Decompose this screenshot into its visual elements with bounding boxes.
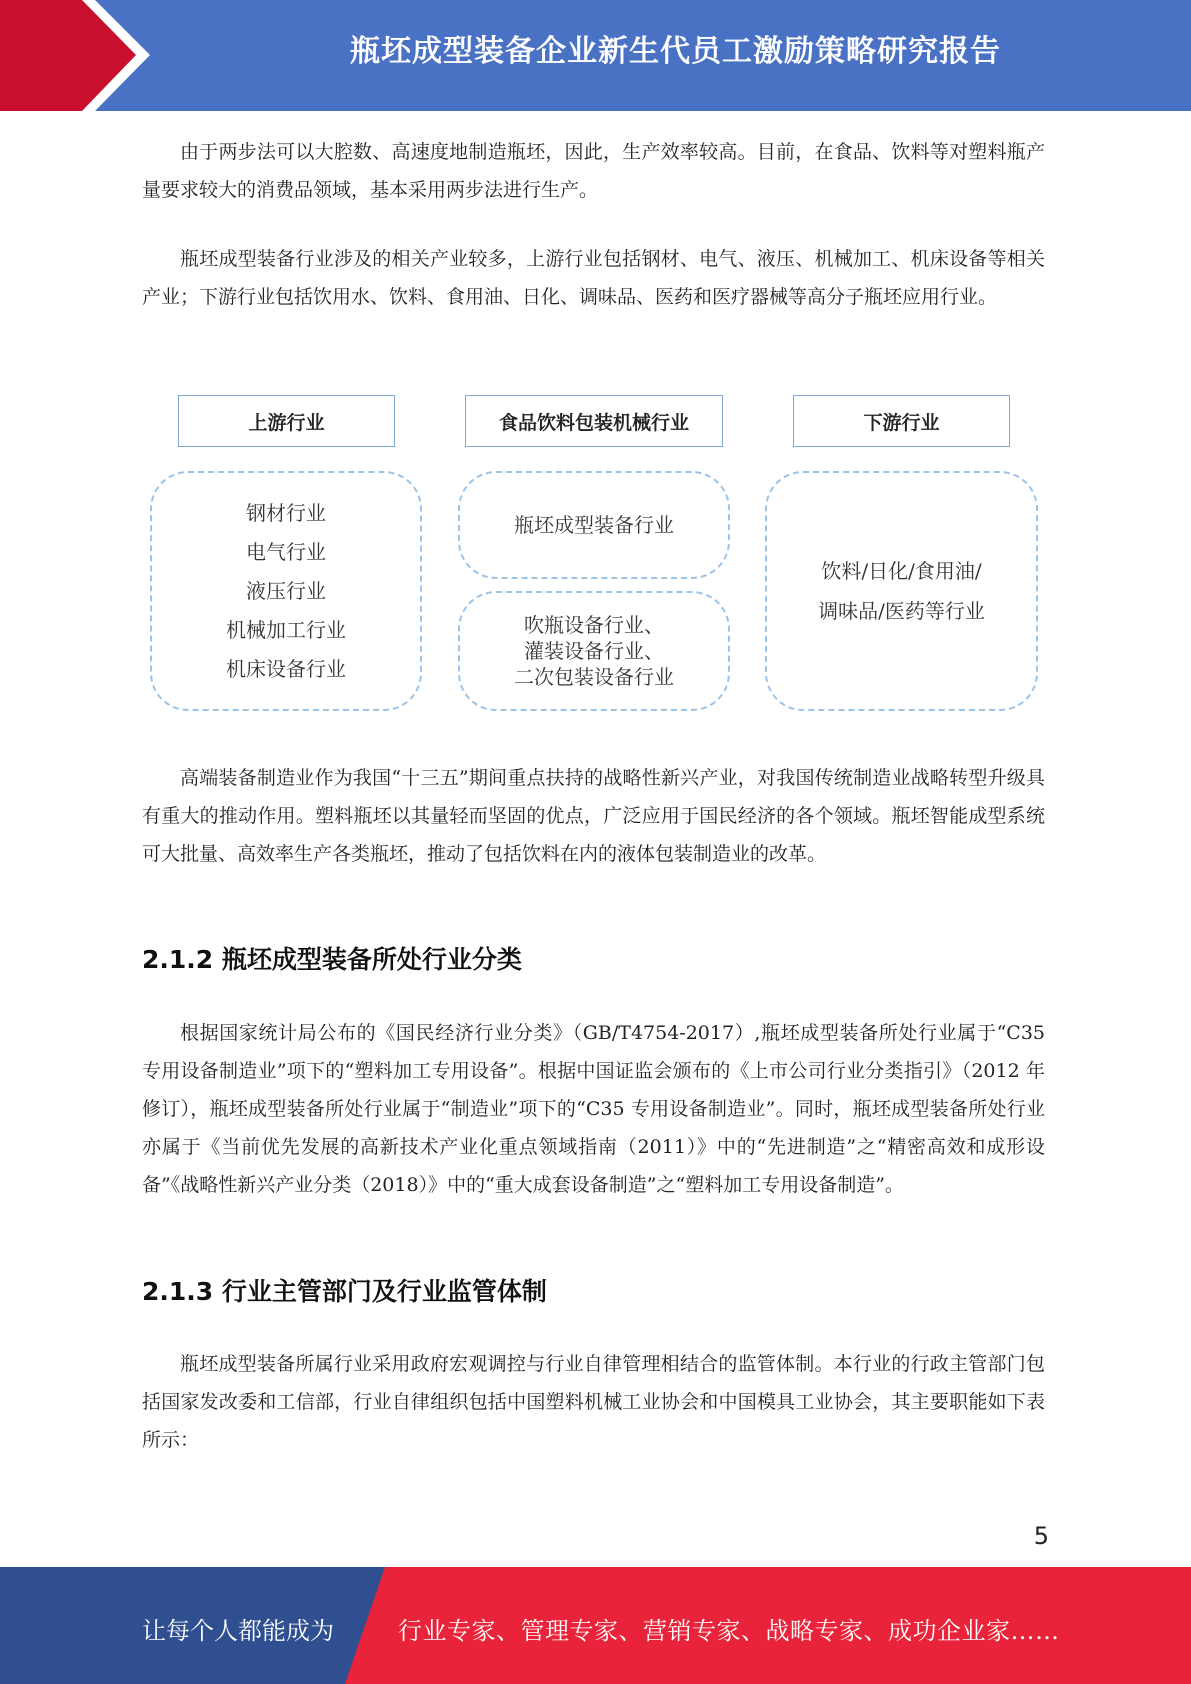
upstream-item: 钢材行业 [246,500,326,525]
page-header [0,0,1191,111]
upstream-items-box [150,471,422,711]
footer-slogan-right: 行业专家、管理专家、营销专家、战略专家、成功企业家…… [398,1617,1060,1645]
page-footer [0,1567,1191,1684]
footer-slogan-left: 让每个人都能成为 [142,1617,334,1645]
middle-bottom-box [458,591,730,711]
middle-bottom-item: 吹瓶设备行业、 [524,613,664,637]
upstream-item: 液压行业 [246,578,326,603]
paragraph-high-end-equipment: 高端装备制造业作为我国“十三五”期间重点扶持的战略性新兴产业，对我国传统制造业战略转型升级具有重大的推动作用。塑料瓶坯以其量轻而坚固的优点，广泛应用于国民经济的各个领域。瓶坯智能成型系统可大批量、高效率生产各类瓶坯，推动了包括饮料在内的液体包装制造业的改革。 [142,767,1045,865]
section-heading-2-1-2: 2.1.2 瓶坯成型装备所处行业分类 [142,945,522,974]
downstream-item: 调味品/医药等行业 [818,599,985,623]
upstream-item: 机械加工行业 [226,617,346,642]
paragraph-related-industries: 瓶坯成型装备行业涉及的相关产业较多，上游行业包括钢材、电气、液压、机械加工、机床设备等相关产业；下游行业包括饮用水、饮料、食用油、日化、调味品、医药和医疗器械等高分子瓶坯应用行业。 [142,248,1045,308]
upstream-item: 电气行业 [246,539,326,564]
report-title: 瓶坯成型装备企业新生代员工激励策略研究报告 [350,34,1001,69]
paragraph-regulatory-system: 瓶坯成型装备所属行业采用政府宏观调控与行业自律管理相结合的监管体制。本行业的行政主管部门包括国家发改委和工信部，行业自律组织包括中国塑料机械工业协会和中国模具工业协会，其主要职能如下表所示： [142,1353,1045,1451]
paragraph-two-step-method: 由于两步法可以大腔数、高速度地制造瓶坯，因此，生产效率较高。目前，在食品、饮料等对塑料瓶产量要求较大的消费品领域，基本采用两步法进行生产。 [142,141,1045,201]
industry-chain-diagram [148,395,1038,715]
upstream-item: 机床设备行业 [226,656,346,681]
middle-top-box [458,471,730,579]
section-heading-2-1-3: 2.1.3 行业主管部门及行业监管体制 [142,1277,547,1306]
middle-title-box: 食品饮料包装机械行业 [465,395,723,447]
middle-bottom-item: 灌装设备行业、 [524,639,664,663]
downstream-title-box: 下游行业 [793,395,1010,447]
middle-top-item: 瓶坯成型装备行业 [514,512,674,537]
upstream-title-box: 上游行业 [178,395,395,447]
downstream-item: 饮料/日化/食用油/ [821,559,982,583]
page-number: 5 [1033,1522,1049,1550]
paragraph-industry-classification: 根据国家统计局公布的《国民经济行业分类》（GB/T4754-2017）,瓶坯成型装备所处行业属于“C35 专用设备制造业”项下的“塑料加工专用设备”。根据中国证监会颁布的《上市公司行业分类指引》（2012 年修订），瓶坯成型装备所处行业属于“制造业”项下的“C35 专用设备制造业”。同时，瓶坯成型装备所处行业亦属于《当前优先发展的高新技术产业化重点领域指南（2011）》中的“先进制造”之“精密高效和成形设备”《战略性新兴产业分类（2018）》中的“重大成套设备制造”之“塑料加工专用设备制造”。 [142,1022,1045,1196]
downstream-items-box [765,471,1038,711]
middle-bottom-item: 二次包装设备行业 [514,665,674,689]
